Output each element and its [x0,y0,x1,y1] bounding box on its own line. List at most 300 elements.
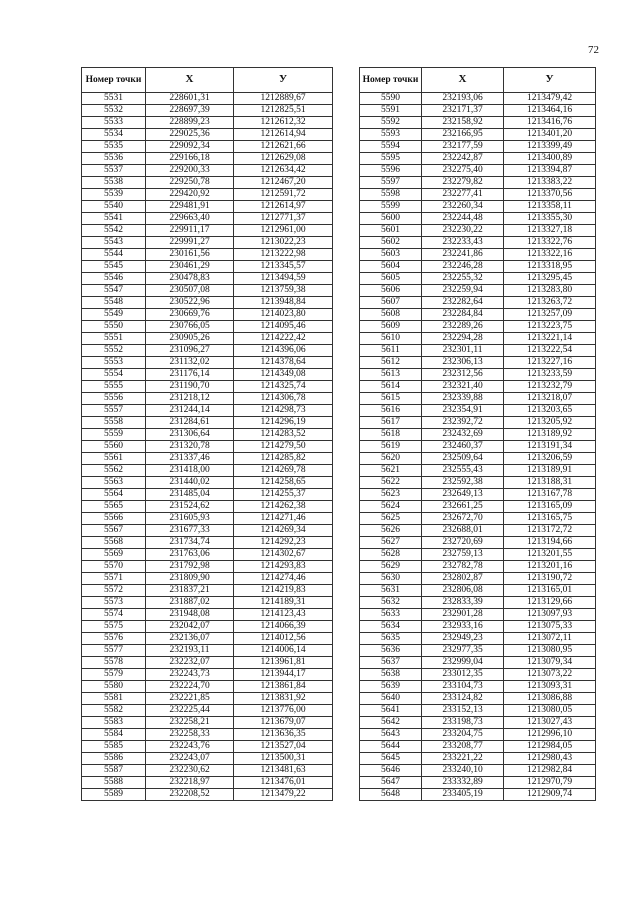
cell-point-number: 5628 [360,549,422,561]
cell-point-number: 5588 [82,777,146,789]
cell-x: 232255,32 [422,273,504,285]
table-row [360,717,596,729]
table-row [360,669,596,681]
table-row [82,201,333,213]
table-row [82,297,333,309]
table-row [360,741,596,753]
cell-y: 1212825,51 [234,105,333,117]
cell-point-number: 5613 [360,369,422,381]
table-row [82,513,333,525]
table-row [82,225,333,237]
cell-point-number: 5594 [360,141,422,153]
cell-point-number: 5600 [360,213,422,225]
cell-y: 1213188,31 [504,477,596,489]
cell-y: 1213027,43 [504,717,596,729]
cell-y: 1213759,38 [234,285,333,297]
cell-y: 1213218,07 [504,393,596,405]
cell-point-number: 5545 [82,261,146,273]
cell-point-number: 5561 [82,453,146,465]
cell-point-number: 5544 [82,249,146,261]
cell-x: 229166,18 [146,153,234,165]
cell-point-number: 5621 [360,465,422,477]
cell-y: 1213080,95 [504,645,596,657]
cell-x: 232977,35 [422,645,504,657]
table-row [82,645,333,657]
cell-x: 232289,26 [422,321,504,333]
cell-y: 1213679,07 [234,717,333,729]
cell-point-number: 5560 [82,441,146,453]
table-row [82,549,333,561]
table-row [82,453,333,465]
cell-y: 1213205,92 [504,417,596,429]
cell-y: 1213172,72 [504,525,596,537]
cell-point-number: 5633 [360,609,422,621]
cell-point-number: 5534 [82,129,146,141]
cell-y: 1213080,05 [504,705,596,717]
table-row [82,345,333,357]
cell-point-number: 5558 [82,417,146,429]
cell-point-number: 5592 [360,117,422,129]
cell-point-number: 5630 [360,573,422,585]
cell-x: 231176,14 [146,369,234,381]
cell-point-number: 5563 [82,477,146,489]
cell-y: 1213194,66 [504,537,596,549]
cell-x: 232218,97 [146,777,234,789]
cell-point-number: 5634 [360,621,422,633]
cell-point-number: 5579 [82,669,146,681]
cell-y: 1213318,95 [504,261,596,273]
cell-y: 1213223,75 [504,321,596,333]
cell-y: 1212982,84 [504,765,596,777]
cell-x: 231485,04 [146,489,234,501]
table-row [82,189,333,201]
cell-x: 231096,27 [146,345,234,357]
cell-y: 1213206,59 [504,453,596,465]
cell-point-number: 5614 [360,381,422,393]
cell-point-number: 5611 [360,345,422,357]
table-row [82,633,333,645]
table-row [360,381,596,393]
cell-y: 1213093,31 [504,681,596,693]
cell-y: 1213257,09 [504,309,596,321]
cell-x: 230461,29 [146,261,234,273]
cell-y: 1213165,75 [504,513,596,525]
cell-point-number: 5599 [360,201,422,213]
cell-point-number: 5547 [82,285,146,297]
cell-x: 229025,36 [146,129,234,141]
cell-x: 232232,07 [146,657,234,669]
cell-point-number: 5647 [360,777,422,789]
table-row [360,141,596,153]
cell-x: 231677,33 [146,525,234,537]
cell-y: 1214066,39 [234,621,333,633]
cell-y: 1214271,46 [234,513,333,525]
cell-point-number: 5617 [360,417,422,429]
cell-y: 1213831,92 [234,693,333,705]
cell-x: 231524,62 [146,501,234,513]
cell-y: 1214302,67 [234,549,333,561]
table-header-row [82,68,333,93]
cell-x: 232720,69 [422,537,504,549]
table-row [82,741,333,753]
cell-point-number: 5554 [82,369,146,381]
cell-point-number: 5581 [82,693,146,705]
cell-point-number: 5574 [82,609,146,621]
cell-point-number: 5572 [82,585,146,597]
cell-y: 1213322,76 [504,237,596,249]
cell-x: 231284,61 [146,417,234,429]
cell-point-number: 5602 [360,237,422,249]
cell-x: 230161,56 [146,249,234,261]
cell-y: 1214285,82 [234,453,333,465]
cell-x: 233240,10 [422,765,504,777]
cell-point-number: 5623 [360,489,422,501]
table-row [360,489,596,501]
cell-point-number: 5609 [360,321,422,333]
table-row [360,645,596,657]
table-row [82,237,333,249]
table-row [82,105,333,117]
cell-y: 1214325,74 [234,381,333,393]
cell-y: 1213189,91 [504,465,596,477]
cell-point-number: 5556 [82,393,146,405]
cell-point-number: 5539 [82,189,146,201]
table-row [82,705,333,717]
cell-x: 232193,06 [422,93,504,105]
cell-y: 1214123,43 [234,609,333,621]
table-row [360,537,596,549]
cell-y: 1214269,78 [234,465,333,477]
cell-y: 1213479,22 [234,789,333,801]
cell-point-number: 5551 [82,333,146,345]
table-row [82,249,333,261]
header-y: У [504,68,596,93]
cell-point-number: 5531 [82,93,146,105]
cell-point-number: 5618 [360,429,422,441]
cell-x: 230766,05 [146,321,234,333]
cell-y: 1214222,42 [234,333,333,345]
table-row [360,693,596,705]
table-row [360,657,596,669]
cell-point-number: 5631 [360,585,422,597]
cell-y: 1213201,55 [504,549,596,561]
cell-point-number: 5550 [82,321,146,333]
cell-x: 233104,73 [422,681,504,693]
table-header-row [360,68,596,93]
table-row [360,105,596,117]
cell-x: 232688,01 [422,525,504,537]
cell-point-number: 5639 [360,681,422,693]
cell-x: 229420,92 [146,189,234,201]
table-row [82,477,333,489]
cell-y: 1214023,80 [234,309,333,321]
cell-point-number: 5549 [82,309,146,321]
cell-x: 231190,70 [146,381,234,393]
cell-point-number: 5596 [360,165,422,177]
cell-x: 232354,91 [422,405,504,417]
cell-y: 1213022,23 [234,237,333,249]
cell-point-number: 5585 [82,741,146,753]
cell-point-number: 5569 [82,549,146,561]
cell-x: 232171,37 [422,105,504,117]
cell-x: 229991,27 [146,237,234,249]
table-row [82,417,333,429]
cell-y: 1213072,11 [504,633,596,645]
cell-point-number: 5586 [82,753,146,765]
cell-point-number: 5622 [360,477,422,489]
cell-point-number: 5552 [82,345,146,357]
table-row [360,297,596,309]
table-row [360,753,596,765]
cell-x: 233332,89 [422,777,504,789]
cell-y: 1213948,84 [234,297,333,309]
table-row [360,573,596,585]
table-row [82,261,333,273]
cell-y: 1213400,89 [504,153,596,165]
table-row [82,717,333,729]
cell-point-number: 5603 [360,249,422,261]
cell-x: 232243,07 [146,753,234,765]
cell-x: 232230,22 [422,225,504,237]
cell-x: 232833,39 [422,597,504,609]
table-row [82,597,333,609]
cell-point-number: 5571 [82,573,146,585]
cell-point-number: 5598 [360,189,422,201]
table-row [360,201,596,213]
cell-point-number: 5573 [82,597,146,609]
cell-x: 232275,40 [422,165,504,177]
cell-y: 1214306,78 [234,393,333,405]
cell-x: 233012,35 [422,669,504,681]
cell-point-number: 5616 [360,405,422,417]
table-row [360,477,596,489]
cell-y: 1214296,19 [234,417,333,429]
cell-point-number: 5629 [360,561,422,573]
cell-x: 233204,75 [422,729,504,741]
table-row [82,213,333,225]
cell-x: 232949,23 [422,633,504,645]
table-row [82,405,333,417]
table-row [360,441,596,453]
cell-x: 232242,87 [422,153,504,165]
cell-x: 232136,07 [146,633,234,645]
cell-x: 231948,08 [146,609,234,621]
table-row [82,369,333,381]
cell-y: 1214279,50 [234,441,333,453]
table-row [82,93,333,105]
cell-y: 1214095,46 [234,321,333,333]
cell-point-number: 5567 [82,525,146,537]
cell-x: 230478,83 [146,273,234,285]
cell-y: 1213086,88 [504,693,596,705]
table-row [360,453,596,465]
table-row [82,333,333,345]
cell-x: 232555,43 [422,465,504,477]
table-row [360,213,596,225]
cell-x: 232177,59 [422,141,504,153]
table-row [360,285,596,297]
cell-y: 1214298,73 [234,405,333,417]
cell-point-number: 5619 [360,441,422,453]
cell-y: 1212996,10 [504,729,596,741]
cell-point-number: 5606 [360,285,422,297]
cell-x: 232933,16 [422,621,504,633]
cell-x: 232221,85 [146,693,234,705]
table-row [360,681,596,693]
cell-point-number: 5541 [82,213,146,225]
cell-x: 232392,72 [422,417,504,429]
cell-x: 231837,21 [146,585,234,597]
header-point-number: Номер точки [82,68,146,93]
table-row [82,285,333,297]
cell-y: 1213399,49 [504,141,596,153]
table-row [82,177,333,189]
table-row [82,381,333,393]
cell-y: 1214189,31 [234,597,333,609]
cell-y: 1213861,84 [234,681,333,693]
cell-point-number: 5638 [360,669,422,681]
cell-y: 1214258,65 [234,477,333,489]
table-row [82,537,333,549]
cell-point-number: 5624 [360,501,422,513]
cell-y: 1214274,46 [234,573,333,585]
table-row [82,621,333,633]
table-row [82,393,333,405]
table-row [360,189,596,201]
cell-point-number: 5557 [82,405,146,417]
cell-x: 233152,13 [422,705,504,717]
table-row [82,789,333,801]
table-row [360,309,596,321]
table-row [360,225,596,237]
cell-point-number: 5540 [82,201,146,213]
cell-point-number: 5646 [360,765,422,777]
cell-x: 231605,93 [146,513,234,525]
table-row [82,681,333,693]
cell-y: 1213355,30 [504,213,596,225]
cell-y: 1213476,01 [234,777,333,789]
cell-y: 1214293,83 [234,561,333,573]
cell-x: 232277,41 [422,189,504,201]
cell-point-number: 5637 [360,657,422,669]
table-row [360,153,596,165]
page-number: 72 [588,44,599,56]
cell-x: 230669,76 [146,309,234,321]
cell-x: 231306,64 [146,429,234,441]
table-row [82,153,333,165]
cell-x: 232258,21 [146,717,234,729]
cell-point-number: 5627 [360,537,422,549]
cell-y: 1212980,43 [504,753,596,765]
cell-point-number: 5532 [82,105,146,117]
table-row [82,657,333,669]
cell-point-number: 5620 [360,453,422,465]
table-row [82,141,333,153]
cell-x: 232224,70 [146,681,234,693]
cell-y: 1212889,67 [234,93,333,105]
cell-point-number: 5636 [360,645,422,657]
cell-point-number: 5578 [82,657,146,669]
cell-point-number: 5570 [82,561,146,573]
cell-point-number: 5577 [82,645,146,657]
cell-point-number: 5543 [82,237,146,249]
cell-point-number: 5553 [82,357,146,369]
table-row [360,513,596,525]
cell-x: 232244,48 [422,213,504,225]
cell-point-number: 5559 [82,429,146,441]
cell-y: 1213097,93 [504,609,596,621]
cell-x: 232284,84 [422,309,504,321]
table-row [360,117,596,129]
table-row [82,441,333,453]
cell-y: 1213191,34 [504,441,596,453]
table-row [360,321,596,333]
cell-y: 1213079,34 [504,657,596,669]
table-row [82,693,333,705]
table-row [360,561,596,573]
cell-x: 232592,38 [422,477,504,489]
table-row [360,585,596,597]
table-row [360,261,596,273]
cell-x: 233208,77 [422,741,504,753]
table-row [82,117,333,129]
table-row [82,765,333,777]
cell-point-number: 5562 [82,465,146,477]
header-x: X [146,68,234,93]
table-row [360,273,596,285]
table-row [82,357,333,369]
cell-x: 232246,28 [422,261,504,273]
cell-point-number: 5568 [82,537,146,549]
table-row [360,621,596,633]
cell-y: 1214006,14 [234,645,333,657]
cell-x: 229481,91 [146,201,234,213]
cell-point-number: 5593 [360,129,422,141]
cell-point-number: 5538 [82,177,146,189]
cell-y: 1213295,45 [504,273,596,285]
cell-y: 1213961,81 [234,657,333,669]
cell-x: 232258,33 [146,729,234,741]
cell-y: 1213203,65 [504,405,596,417]
cell-y: 1213075,33 [504,621,596,633]
table-row [82,165,333,177]
cell-x: 230522,96 [146,297,234,309]
cell-x: 231734,74 [146,537,234,549]
cell-point-number: 5645 [360,753,422,765]
cell-y: 1214262,38 [234,501,333,513]
cell-y: 1213222,98 [234,249,333,261]
cell-y: 1214349,08 [234,369,333,381]
cell-y: 1213227,16 [504,357,596,369]
cell-x: 232259,94 [422,285,504,297]
cell-y: 1214255,37 [234,489,333,501]
cell-y: 1213283,80 [504,285,596,297]
cell-x: 232042,07 [146,621,234,633]
cell-x: 231763,06 [146,549,234,561]
table-row [360,177,596,189]
cell-x: 232301,11 [422,345,504,357]
table-row [360,249,596,261]
cell-point-number: 5582 [82,705,146,717]
cell-x: 232225,44 [146,705,234,717]
cell-x: 229911,17 [146,225,234,237]
cell-y: 1214269,34 [234,525,333,537]
cell-x: 232294,28 [422,333,504,345]
cell-x: 232901,28 [422,609,504,621]
cell-point-number: 5608 [360,309,422,321]
cell-x: 231792,98 [146,561,234,573]
table-row [82,429,333,441]
